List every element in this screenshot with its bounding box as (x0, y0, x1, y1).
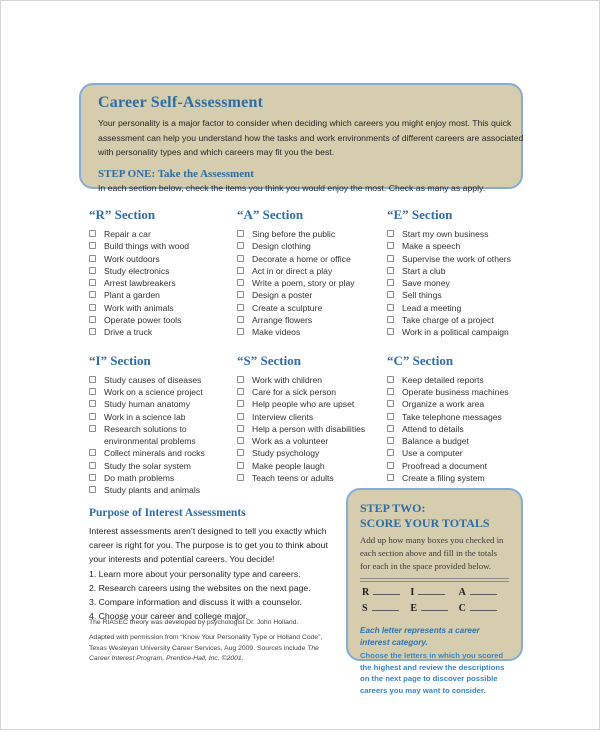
item-label: Operate business machines (402, 386, 509, 397)
step-two-heading-line2: SCORE YOUR TOTALS (360, 515, 490, 530)
purpose-heading: Purpose of Interest Assessments (89, 507, 246, 519)
checklist-item (89, 326, 237, 338)
item-label: Work outdoors (104, 253, 160, 264)
item-label: Sell things (402, 290, 442, 301)
item-label: Study the solar system (104, 460, 191, 471)
header-intro: Your personality is a major factor to consider when deciding which careers you might enjoy most. This quick assessment can help you understand how the tasks and work environments of different careers are associated with personality types and which careers may fit you the best. (98, 118, 524, 157)
total-blank[interactable] (418, 586, 445, 595)
checklist-item (237, 277, 387, 289)
checkbox-icon[interactable] (89, 316, 96, 323)
purpose-step: 3. Compare information and discuss it with a counselor. (89, 597, 302, 607)
checklist-item (387, 289, 525, 301)
checklist-item (387, 228, 525, 240)
checkbox-icon[interactable] (89, 291, 96, 298)
checkbox-icon[interactable] (89, 474, 96, 481)
checklist-item (89, 447, 237, 459)
checkbox-icon[interactable] (237, 462, 244, 469)
purpose-steps (89, 567, 343, 623)
section-title: “C” Section (387, 352, 454, 368)
item-label: Interview clients (252, 411, 314, 422)
checklist-item (237, 326, 387, 338)
purpose-body: Interest assessments aren’t designed to tell you exactly which career is right for you. The purpose is to get you to think about your interests and potential careers. You decide! (89, 526, 328, 564)
item-label: Attend to details (402, 423, 464, 434)
checklist-item (387, 326, 525, 338)
checkbox-icon[interactable] (89, 376, 96, 383)
checklist-item (89, 398, 237, 410)
total-field-i (410, 586, 458, 598)
checklist-item (387, 460, 525, 472)
checkbox-icon[interactable] (237, 388, 244, 395)
checklist-item (89, 423, 237, 448)
checklist-item (387, 374, 525, 386)
checkbox-icon[interactable] (237, 230, 244, 237)
section-title: “A” Section (237, 207, 304, 222)
item-label: Collect minerals and rocks (104, 448, 205, 459)
item-label: Create a filing system (402, 473, 485, 484)
total-letter: R (362, 587, 370, 598)
checklist-item (237, 411, 387, 423)
purpose-step: 2. Research careers using the websites on the next page. (89, 583, 311, 593)
checklist-item (89, 265, 237, 277)
footnote-credit (89, 633, 337, 665)
checklist-item (387, 240, 525, 252)
checklist-item (387, 302, 525, 314)
step-two-instructions: Add up how many boxes you checked in each section above and fill in the totals for each in the space provided below. (360, 535, 504, 571)
checkbox-icon[interactable] (387, 328, 394, 335)
totals-grid (360, 586, 509, 614)
checkbox-icon[interactable] (89, 304, 96, 311)
item-label: Take charge of a project (402, 315, 494, 326)
item-label: Care for a sick person (252, 386, 337, 397)
checklist-item (387, 398, 525, 410)
purpose-block (89, 507, 343, 623)
checklist-item (237, 423, 387, 435)
item-label: Work on a science project (104, 386, 203, 397)
checkbox-icon[interactable] (387, 462, 394, 469)
totals-divider (360, 578, 509, 582)
total-letter: I (410, 587, 415, 598)
item-label: Study plants and animals (104, 485, 201, 496)
checkbox-icon[interactable] (237, 437, 244, 444)
item-label: Build things with wood (104, 241, 190, 252)
checkbox-icon[interactable] (237, 413, 244, 420)
section-title: “E” Section (387, 207, 453, 222)
total-blank[interactable] (470, 602, 497, 611)
checkbox-icon[interactable] (387, 304, 394, 311)
checklist-item (89, 411, 237, 423)
checklist-item (387, 265, 525, 277)
checklist-item (387, 386, 525, 398)
total-field-s (362, 602, 410, 614)
checkbox-icon[interactable] (387, 437, 394, 444)
item-label: Start my own business (402, 229, 489, 239)
step-two-note-italic: Each letter represents a career interest category. (360, 626, 480, 647)
checkbox-icon[interactable] (237, 449, 244, 456)
total-blank[interactable] (470, 586, 497, 595)
purpose-step: 4. Choose your career and college major. (89, 611, 248, 621)
checklist-item (387, 435, 525, 447)
checkbox-icon[interactable] (237, 242, 244, 249)
checkbox-icon[interactable] (89, 425, 96, 432)
item-label: Study human anatomy (104, 399, 190, 410)
item-label: Make people laugh (252, 460, 325, 471)
footnote-credit-italic: The Career Interest Program, Prentice-Hall, Inc. ©2001. (89, 644, 319, 662)
checklist-item (89, 314, 237, 326)
checkbox-icon[interactable] (387, 267, 394, 274)
item-label: Make a speech (402, 241, 461, 252)
item-label: Study psychology (252, 448, 320, 459)
checklist-item (89, 302, 237, 314)
item-label: Work with animals (104, 302, 174, 313)
item-label: Work in a political campaign (402, 327, 509, 338)
total-field-r (362, 586, 410, 598)
total-blank[interactable] (421, 602, 448, 611)
checklist-item (387, 423, 525, 435)
item-label: Keep detailed reports (402, 374, 484, 385)
section-s (237, 353, 387, 497)
checkbox-icon[interactable] (387, 376, 394, 383)
checklist-item (387, 277, 525, 289)
item-label: Organize a work area (402, 399, 485, 410)
checkbox-icon[interactable] (387, 242, 394, 249)
item-label: Lead a meeting (402, 302, 462, 313)
total-field-a (459, 586, 507, 598)
checkbox-icon[interactable] (237, 304, 244, 311)
checklist-item (89, 374, 237, 386)
checklist-item (237, 228, 387, 240)
checkbox-icon[interactable] (387, 425, 394, 432)
checkbox-icon[interactable] (89, 328, 96, 335)
item-label: Do math problems (104, 473, 175, 484)
page-title: Career Self-Assessment (98, 94, 264, 111)
item-label: Make videos (252, 327, 301, 338)
checkbox-icon[interactable] (387, 449, 394, 456)
checklist-item (89, 228, 237, 240)
header-box (79, 83, 524, 193)
section-i (89, 353, 237, 497)
item-label: Save money (402, 278, 450, 289)
purpose-step: 1. Learn more about your personality type and careers. (89, 569, 301, 579)
checklist-item (237, 374, 387, 386)
checklist-item (237, 435, 387, 447)
checkbox-icon[interactable] (387, 413, 394, 420)
section-r (89, 207, 237, 339)
checklist-item (237, 314, 387, 326)
checklist-item (237, 265, 387, 277)
checkbox-icon[interactable] (89, 279, 96, 286)
checkbox-icon[interactable] (89, 255, 96, 262)
item-label: Design a poster (252, 290, 313, 301)
checkbox-icon[interactable] (237, 291, 244, 298)
total-letter: S (362, 603, 368, 614)
step-one-instructions: In each section below, check the items you think you would enjoy the most. Check as many as apply. (98, 182, 486, 193)
item-label: Supervise the work of others (402, 253, 511, 264)
total-letter: C (458, 603, 466, 614)
checklist-item (237, 398, 387, 410)
checkbox-icon[interactable] (89, 449, 96, 456)
checklist-item (89, 386, 237, 398)
section-title: “R” Section (89, 207, 156, 222)
total-letter: E (410, 603, 417, 614)
checkbox-icon[interactable] (89, 242, 96, 249)
checkbox-icon[interactable] (387, 279, 394, 286)
checklist-item (89, 460, 237, 472)
step-two-note-body: Choose the letters in which you scored the highest and review the descriptions on the next page to discover possible careers you may want to consider. (360, 651, 505, 695)
checklist-item (237, 289, 387, 301)
checklist-item (89, 472, 237, 484)
checkbox-icon[interactable] (237, 474, 244, 481)
checklist-item (387, 411, 525, 423)
checklist-item (237, 240, 387, 252)
checkbox-icon[interactable] (89, 230, 96, 237)
item-label: Work in a science lab (104, 411, 186, 422)
section-title: “S” Section (237, 352, 301, 368)
checkbox-icon[interactable] (237, 376, 244, 383)
checkbox-icon[interactable] (387, 474, 394, 481)
section-c (387, 353, 525, 497)
checklist-item (89, 240, 237, 252)
total-letter: A (458, 587, 466, 598)
item-label: Start a club (402, 265, 446, 276)
checkbox-icon[interactable] (237, 267, 244, 274)
total-blank[interactable] (372, 602, 399, 611)
item-label: Help people who are upset (252, 399, 355, 410)
checklist-item (89, 277, 237, 289)
item-label: Arrest lawbreakers (104, 278, 176, 289)
total-field-e (410, 602, 458, 614)
section-title: “I” Section (89, 352, 151, 368)
item-label: Sing before the public (252, 229, 336, 239)
item-label: Proofread a document (402, 460, 488, 471)
checklist-item (387, 472, 525, 484)
item-label: Study causes of diseases (104, 374, 202, 385)
checkbox-icon[interactable] (89, 267, 96, 274)
item-label: Take telephone messages (402, 411, 502, 422)
checkbox-icon[interactable] (387, 400, 394, 407)
checkbox-icon[interactable] (237, 425, 244, 432)
item-label: Research solutions to environmental problems (104, 423, 196, 447)
checklist-item (237, 302, 387, 314)
checkbox-icon[interactable] (237, 400, 244, 407)
checklist-item (237, 253, 387, 265)
checkbox-icon[interactable] (237, 255, 244, 262)
checklist-item (89, 289, 237, 301)
item-label: Operate power tools (104, 315, 182, 326)
checkbox-icon[interactable] (387, 291, 394, 298)
item-label: Work as a volunteer (252, 436, 329, 447)
checklist-item (237, 460, 387, 472)
checklist-item (89, 253, 237, 265)
total-blank[interactable] (373, 586, 400, 595)
item-label: Balance a budget (402, 436, 469, 447)
checklist-item (387, 447, 525, 459)
checkbox-icon[interactable] (387, 316, 394, 323)
checklist-item (237, 472, 387, 484)
item-label: Arrange flowers (252, 315, 313, 326)
item-label: Plant a garden (104, 290, 160, 301)
checkbox-icon[interactable] (237, 316, 244, 323)
step-two-box (346, 488, 523, 695)
step-two-heading-line1: STEP TWO: (360, 501, 426, 515)
footnote (89, 618, 337, 665)
checklist-item (89, 484, 237, 496)
step-one-heading: STEP ONE: Take the Assessment (98, 167, 254, 180)
footnote-credit-normal: Adapted with permission from “Know Your Personality Type or Holland Code”, Texas Wesleyan University Career Services, Aug 2009. Sources include (89, 634, 323, 652)
checkbox-icon[interactable] (89, 486, 96, 493)
item-label: Write a poem, story or play (252, 278, 355, 289)
item-label: Drive a truck (104, 327, 153, 338)
item-label: Decorate a home or office (252, 253, 351, 264)
checklist-item (387, 253, 525, 265)
checkbox-icon[interactable] (387, 388, 394, 395)
checklist-item (387, 314, 525, 326)
checkbox-icon[interactable] (89, 462, 96, 469)
checkbox-icon[interactable] (387, 230, 394, 237)
item-label: Help a person with disabilities (252, 423, 366, 434)
item-label: Design clothing (252, 241, 311, 252)
item-label: Work with children (252, 374, 323, 385)
item-label: Teach teens or adults (252, 473, 334, 484)
item-label: Use a computer (402, 448, 463, 459)
total-field-c (459, 602, 507, 614)
item-label: Repair a car (104, 229, 151, 239)
sections-grid (89, 207, 525, 497)
footnote-riasec-line: The RIASEC theory was developed by psychologist Dr. John Holland. (89, 619, 299, 626)
checkbox-icon[interactable] (89, 400, 96, 407)
checkbox-icon[interactable] (237, 328, 244, 335)
checklist-item (237, 447, 387, 459)
item-label: Study electronics (104, 265, 170, 276)
item-label: Act in or direct a play (252, 265, 333, 276)
section-a (237, 207, 387, 339)
checkbox-icon[interactable] (387, 255, 394, 262)
item-label: Create a sculpture (252, 302, 323, 313)
section-e (387, 207, 525, 339)
checkbox-icon[interactable] (89, 413, 96, 420)
checklist-item (237, 386, 387, 398)
checkbox-icon[interactable] (237, 279, 244, 286)
checkbox-icon[interactable] (89, 388, 96, 395)
